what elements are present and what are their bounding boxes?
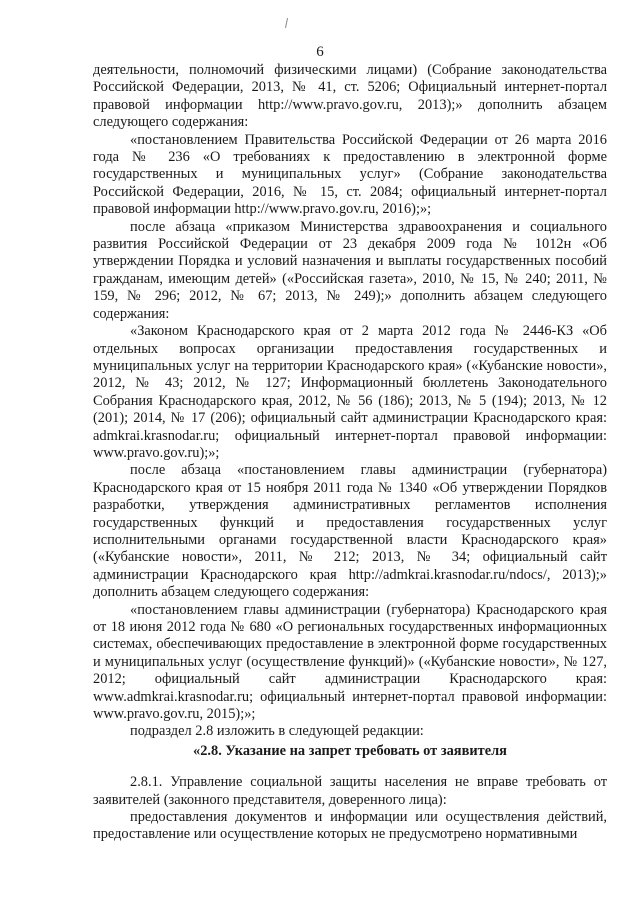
paragraph-7: подраздел 2.8 изложить в следующей редакции:	[130, 723, 424, 740]
paragraph-3: после абзаца «приказом Министерства здравоохранения и социального развития Российской Федерации от 23 декабря 2009 года № 1012н «Об утверждении Порядка и условий назначения и выплаты государственных пособий гражданам, имеющим детей» («Российская газета», 2010, № 15, № 240; 2011, № 159, № 296; 2012, № 67; 2013, № 249);» дополнить абзацем следующего содержания:	[93, 218, 607, 322]
paragraph-6: «постановлением главы администрации (губернатора) Краснодарского края от 18 июня 2012 года № 680 «О региональных государственных информационных системах, обеспечивающих предоставление в электронной форме государственных и муниципальных услуг (осуществление функций)» («Кубанские новости», № 127, 2012; официальный сайт администрации Краснодарского края: www.admkrai.krasnodar.ru; официальный интернет-портал правовой информации: www.pravo.gov.ru, 2015);»;	[93, 601, 607, 723]
section-heading: «2.8. Указание на запрет требовать от заявителя	[193, 742, 507, 759]
paragraph-9: предоставления документов и информации или осуществления действий, предоставление или осуществление которых не предусмотрено нормативными	[93, 809, 607, 843]
document-body	[93, 62, 607, 844]
paragraph-4: «Законом Краснодарского края от 2 марта 2012 года № 2446-КЗ «Об отдельных вопросах организации предоставления государственных и муниципальных услуг на территории Краснодарского края» («Кубанские новости», 2012, № 43; 2012, № 127; Информационный бюллетень Законодательного Собрания Краснодарского края, 2012, № 56 (186); 2013, № 5 (194); 2013, № 12 (201); 2014, № 17 (206); официальный сайт администрации Краснодарского края: admkrai.krasnodar.ru; официальный интернет-портал правовой информации: www.pravo.gov.ru);»;	[93, 323, 607, 461]
paragraph-2: «постановлением Правительства Российской Федерации от 26 марта 2016 года № 236 «О требованиях к предоставлению в электронной форме государственных и муниципальных услуг» (Собрание законодательства Российской Федерации, 2016, № 15, ст. 2084; официальный интернет-портал правовой информации http://www.pravo.gov.ru, 2016);»;	[93, 131, 607, 218]
paragraph-5: после абзаца «постановлением главы администрации (губернатора) Краснодарского края от 15 ноября 2011 года № 1340 «Об утверждении Порядков разработки, утверждения административных регламентов исполнения государственных функций и предоставления государственных услуг исполнительными органами государственной власти Краснодарского края» («Кубанские новости», 2011, № 212; 2013, № 34; официальный сайт администрации Краснодарского края http://admkrai.krasnodar.ru/ndocs/, 2013);» дополнить абзацем следующего содержания:	[93, 462, 607, 601]
scan-mark	[285, 18, 288, 28]
paragraph-8: 2.8.1. Управление социальной защиты населения не вправе требовать от заявителей (законного представителя, доверенного лица):	[93, 774, 607, 808]
page-number: 6	[316, 44, 324, 60]
paragraph-1: деятельности, полномочий физическими лицами) (Собрание законодательства Российской Федерации, 2013, № 41, ст. 5206; Официальный интернет-портал правовой информации http://www.pravo.gov.ru, 2013);» дополнить абзацем следующего содержания:	[93, 62, 607, 131]
